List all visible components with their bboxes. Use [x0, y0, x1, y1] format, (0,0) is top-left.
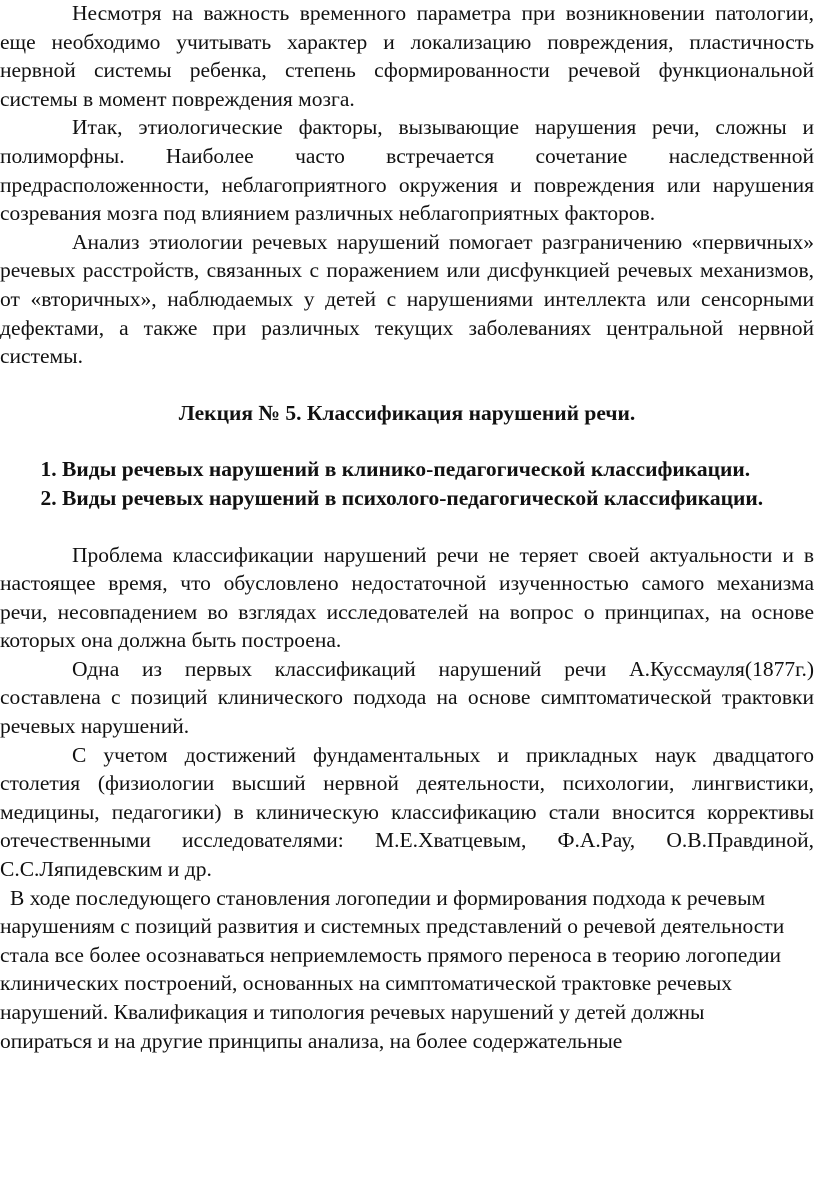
paragraph-temporal-parameter: Несмотря на важность временного параметра при возникновении патологии, еще необходимо учитывать характер и локализацию повреждения, пластичность нервной системы ребенка, степень сформированности речевой функциональной системы в момент повреждения мозга. [0, 1, 814, 111]
paragraph-kussmaul: Одна из первых классификаций нарушений речи А.Куссмауля(1877г.) составлена с позиций клинического подхода на основе симптоматической трактовки речевых нарушений. [0, 656, 814, 739]
plan-item-2: 2. Виды речевых нарушений в психолого-педагогической классификации. [62, 484, 814, 513]
spacer [0, 427, 814, 455]
plan-item-1: 1. Виды речевых нарушений в клинико-педагогической классификации. [62, 455, 814, 484]
spacer [0, 371, 814, 399]
lecture-plan-list [0, 455, 814, 512]
paragraph-etiology-analysis: Анализ этиологии речевых нарушений помогает разграничению «первичных» речевых расстройств, связанных с поражением или дисфункцией речевых механизмов, от «вторичных», наблюдаемых у детей с нарушениями интеллекта или сенсорными дефектами, а также при различных текущих заболеваниях центральной нервной системы. [0, 229, 814, 369]
paragraph-twentieth-century: С учетом достижений фундаментальных и прикладных наук двадцатого столетия (физиологии высший нервной деятельности, психологии, лингвистики, медицины, педагогики) в клиническую классификацию стали вносится коррективы отечественными исследователями: М.Е.Хватцевым, Ф.А.Рау, О.В.Правдиной, С.С.Ляпидевским и др. [0, 742, 814, 882]
paragraph-logopedics-development: В ходе последующего становления логопедии и формирования подхода к речевым нарушениям с позиций развития и системных представлений о речевой деятельности стала все более осознаваться неприемлемость прямого переноса в теорию логопедии клинических построений, основанных на симптоматической трактовке речевых нарушений. Квалификация и типология речевых нарушений у детей должны опираться и на другие принципы анализа, на более содержательные [0, 885, 785, 1053]
spacer [0, 513, 814, 541]
paragraph-etiological-factors: Итак, этиологические факторы, вызывающие нарушения речи, сложны и полиморфны. Наиболее часто встречается сочетание наследственной предрасположенности, неблагоприятного окружения и повреждения или нарушения созревания мозга под влиянием различных неблагоприятных факторов. [0, 115, 814, 226]
lecture-title: Лекция № 5. Классификация нарушений речи. [178, 400, 636, 425]
paragraph-classification-problem: Проблема классификации нарушений речи не теряет своей актуальности и в настоящее время, что обусловлено недостаточной изученностью самого механизма речи, несовпадением во взглядах исследователей на вопрос о принципах, на основе которых она должна быть построена. [0, 542, 814, 653]
